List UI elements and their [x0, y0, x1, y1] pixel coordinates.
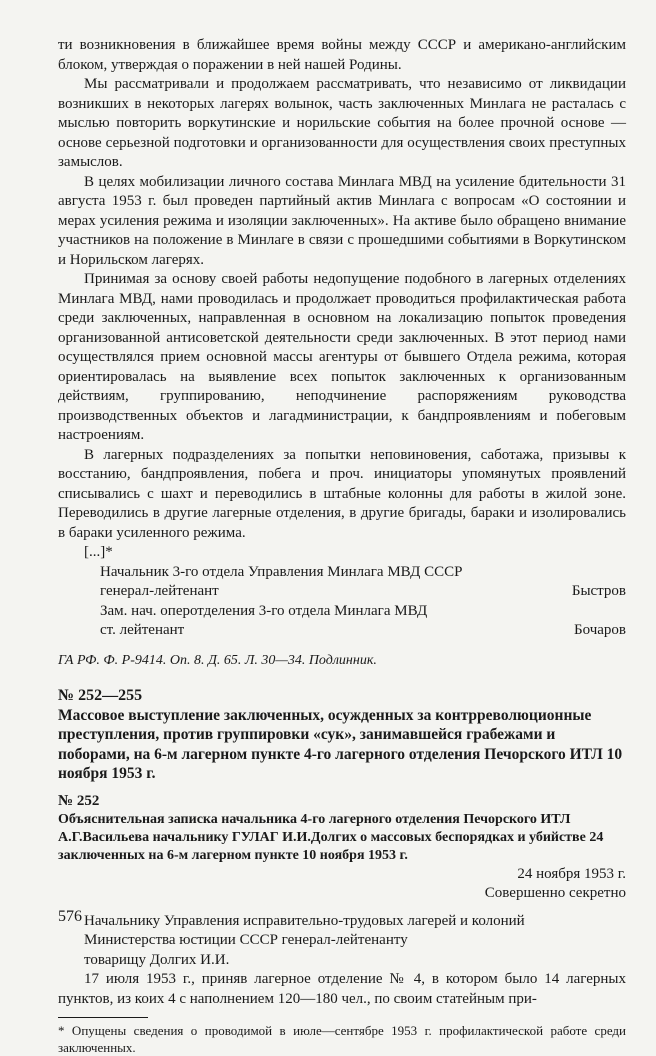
footnote-divider	[58, 1017, 148, 1018]
signature-name: Бочаров	[573, 622, 626, 638]
signature-block-1	[100, 563, 626, 602]
addressee-line: Начальнику Управления исправительно-трудовых лагерей и колоний	[84, 912, 525, 929]
addressee-line: товарищу Долгих И.И.	[84, 951, 230, 968]
document-date: 24 ноября 1953 г.	[517, 865, 626, 882]
paragraph: Принимая за основу своей работы недопущение подобного в лагерных отделениях Минлага МВД, нами проводилась и продолжает проводиться профилактическая работа среди заключенных, направленная в основном на локализацию попыток проведения организованной антисоветской деятельности среди заключенных. В этот период нами осуществлялся прием основной массы агентуры от бывшего Отдела режима, которая ориентировалась на выявление всех попыток заключенных к организованным действиям, группированию, неподчинение распоряжениям руководства производственных объектов и лагадминистрации, к бандпроявлениям и побеговым настроениям.	[58, 271, 626, 443]
footnote: * Опущены сведения о проводимой в июле—сентябре 1953 г. профилактической работе среди заключенных.	[58, 1023, 626, 1055]
signature-rank: ст. лейтенант	[100, 622, 185, 638]
signature-name: Быстров	[571, 583, 626, 599]
signature-position: Начальник 3-го отдела Управления Минлага МВД СССР	[100, 563, 463, 580]
omission-mark: [...]*	[84, 544, 113, 560]
addressee-block	[58, 912, 626, 971]
document-number: № 252	[58, 792, 100, 809]
classification-stamp: Совершенно секретно	[484, 885, 626, 901]
paragraph-continuation: ти возникновения в ближайшее время войны между СССР и американо-английским блоком, утверждая о поражении в ней нашей Родины.	[58, 37, 626, 73]
signature-block-2	[100, 602, 626, 641]
archive-reference: ГА РФ. Ф. Р-9414. Оп. 8. Д. 65. Л. 30—34. Подлинник.	[58, 652, 377, 668]
signature-rank: генерал-лейтенант	[100, 583, 219, 599]
section-number: № 252—255	[58, 686, 143, 704]
paragraph: Мы рассматривали и продолжаем рассматривать, что независимо от ликвидации возникших в некоторых лагерях волынок, часть заключенных Минлага не расталась с мыслью повторить воркутинские и норильские события на более прочной основе — основе серьезной подготовки и организованности для осуществления своих преступных замыслов.	[58, 76, 626, 170]
paragraph: В целях мобилизации личного состава Минлага МВД на усиление бдительности 31 августа 1953 г. был проведен партийный актив Минлага с вопросам «О состоянии и мерах усиления режима и изоляции заключенных». На активе было обращено внимание участников на положение в Минлаге в связи с прошедшими событиями в Воркутинском и Норильском лагерях.	[58, 173, 626, 268]
section-title: Массовое выступление заключенных, осужденных за контрреволюционные преступления, против группировки «сук», занимавшейся грабежами и поборами, на 6-м лагерном пункте 4-го лагерного отделения Печорского ИТЛ 10 ноября 1953 г.	[58, 706, 623, 782]
document-title: Объяснительная записка начальника 4-го лагерного отделения Печорского ИТЛ А.Г.Васильева начальнику ГУЛАГ И.И.Долгих о массовых беспорядках и убийстве 24 заключенных на 6-м лагерном пункте 10 ноября 1953 г.	[58, 811, 604, 863]
signature-position: Зам. нач. оперотделения 3-го отдела Минлага МВД	[100, 602, 428, 619]
addressee-line: Министерства юстиции СССР генерал-лейтенанту	[84, 932, 408, 948]
page-number: 576	[58, 908, 82, 925]
paragraph: 17 июля 1953 г., приняв лагерное отделение № 4, в котором было 14 лагерных пунктов, из коих 4 с наполнением 120—180 чел., по своим статейным при-	[58, 971, 626, 1007]
paragraph: В лагерных подразделениях за попытки неповиновения, саботажа, призывы к восстанию, бандпроявления, побега и проч. инициаторы упомянутых проявлений списывались с шахт и переводились в штабные колонны для работы в жилой зоне. Переводились в другие лагерные отделения, в другие бригады, бараки и изолировались в бараки усиленного режима.	[58, 446, 626, 541]
